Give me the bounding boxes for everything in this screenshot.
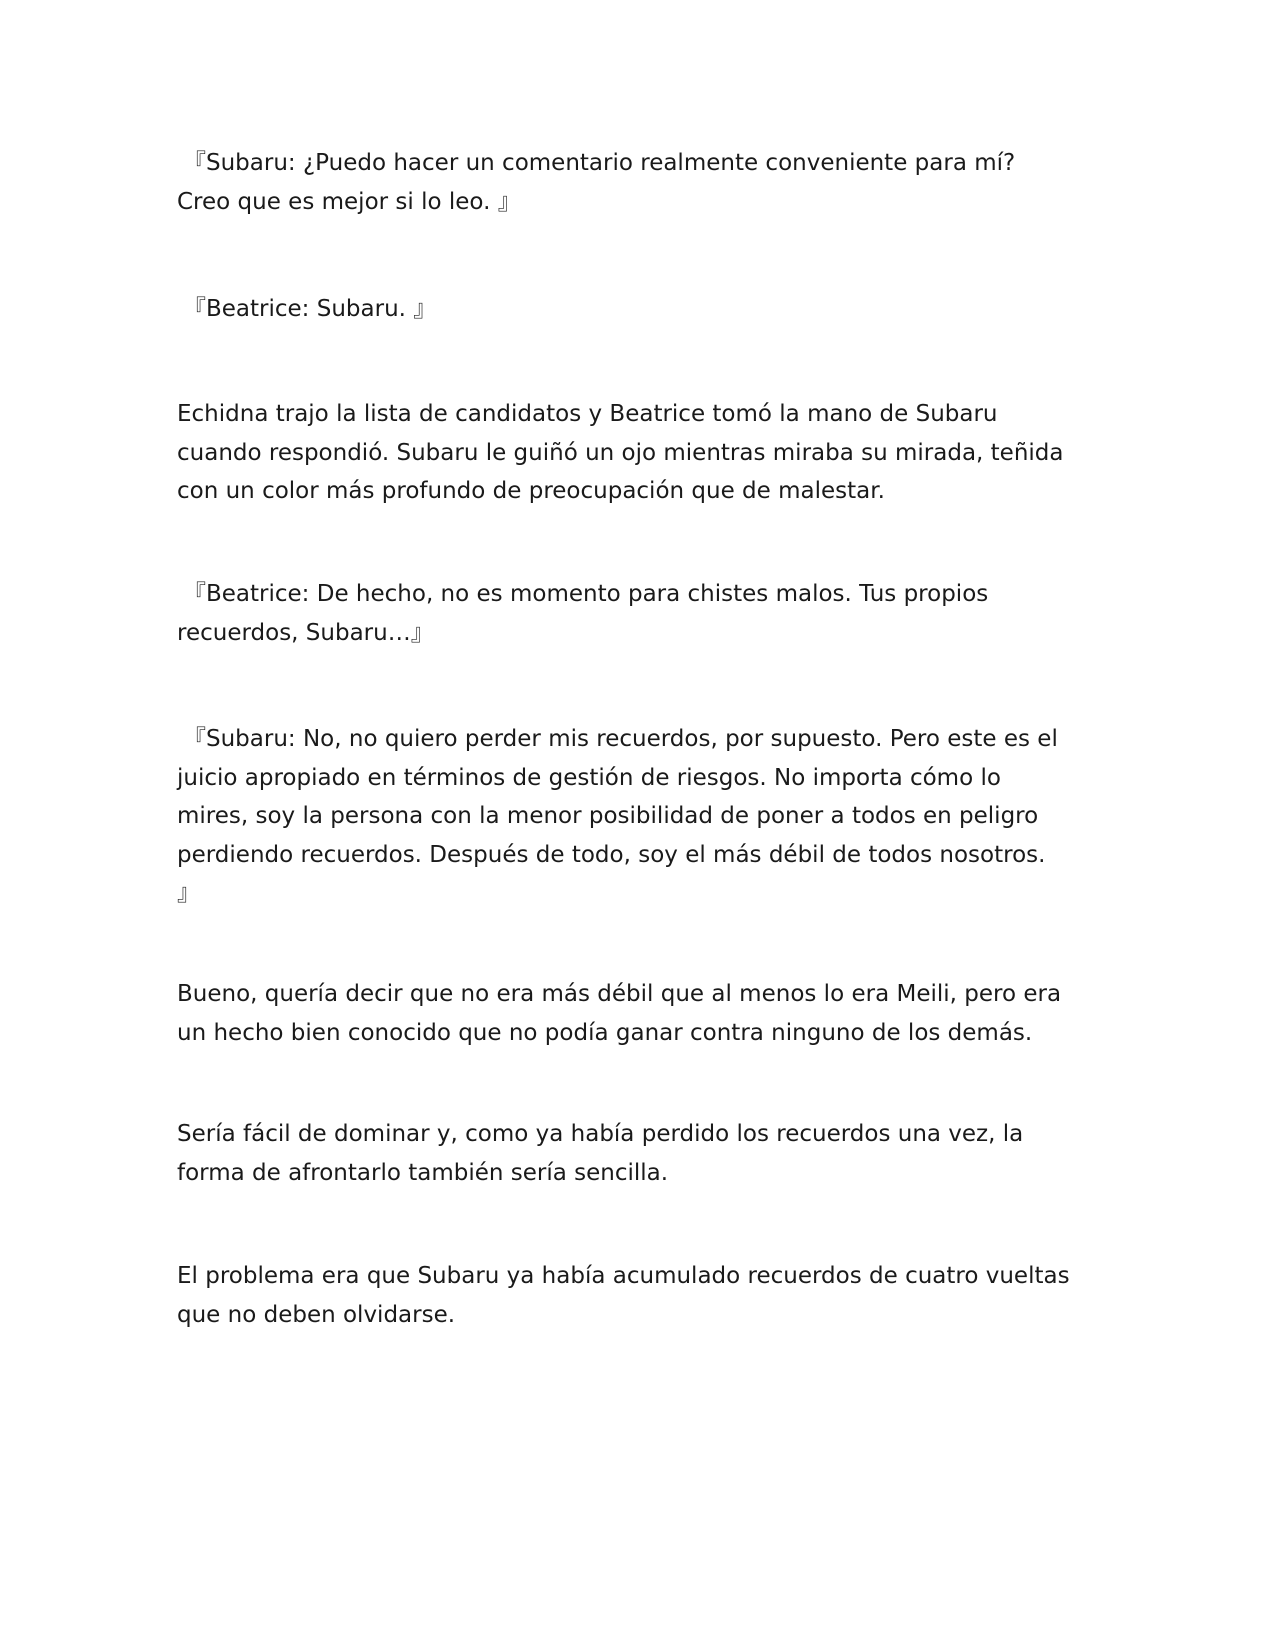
text-line: Echidna trajo la lista de candidatos y Beatrice tomó la mano de Subaru xyxy=(177,401,998,427)
text-line: 』 xyxy=(177,880,200,906)
text-line: juicio apropiado en términos de gestión de riesgos. No importa cómo lo xyxy=(177,764,1001,791)
paragraph-dialogue-subaru-1 xyxy=(177,144,1097,221)
paragraph-dialogue-beatrice-1 xyxy=(177,290,1097,329)
paragraph-narration-3 xyxy=(177,1115,1097,1192)
paragraph-narration-1 xyxy=(177,395,1097,511)
text-line: perdiendo recuerdos. Después de todo, soy el más débil de todos nosotros. xyxy=(177,841,1046,868)
text-line: El problema era que Subaru ya había acumulado recuerdos de cuatro vueltas xyxy=(177,1263,1070,1289)
paragraph-dialogue-subaru-2 xyxy=(177,720,1097,913)
paragraph-narration-4 xyxy=(177,1257,1097,1334)
text-line: 『Subaru: ¿Puedo hacer un comentario realmente conveniente para mí? xyxy=(183,150,1016,176)
text-line: con un color más profundo de preocupación que de malestar. xyxy=(177,478,885,504)
text-line: 『Subaru: No, no quiero perder mis recuerdos, por supuesto. Pero este es el xyxy=(183,726,1058,752)
text-line: cuando respondió. Subaru le guiñó un ojo mientras miraba su mirada, teñida xyxy=(177,439,1064,466)
paragraph-narration-2 xyxy=(177,975,1097,1052)
text-line: forma de afrontarlo también sería sencilla. xyxy=(177,1159,669,1186)
text-line: un hecho bien conocido que no podía ganar contra ninguno de los demás. xyxy=(177,1019,1033,1046)
text-line: Creo que es mejor si lo leo. 』 xyxy=(177,188,521,215)
text-line: recuerdos, Subaru…』 xyxy=(177,619,434,646)
text-line: Sería fácil de dominar y, como ya había perdido los recuerdos una vez, la xyxy=(177,1121,1024,1147)
text-line: Bueno, quería decir que no era más débil que al menos lo era Meili, pero era xyxy=(177,981,1062,1007)
text-line: 『Beatrice: De hecho, no es momento para chistes malos. Tus propios xyxy=(183,581,989,607)
paragraph-dialogue-beatrice-2 xyxy=(177,575,1097,652)
text-line: 『Beatrice: Subaru. 』 xyxy=(183,296,437,322)
text-line: mires, soy la persona con la menor posibilidad de poner a todos en peligro xyxy=(177,803,1039,829)
text-line: que no deben olvidarse. xyxy=(177,1301,456,1328)
